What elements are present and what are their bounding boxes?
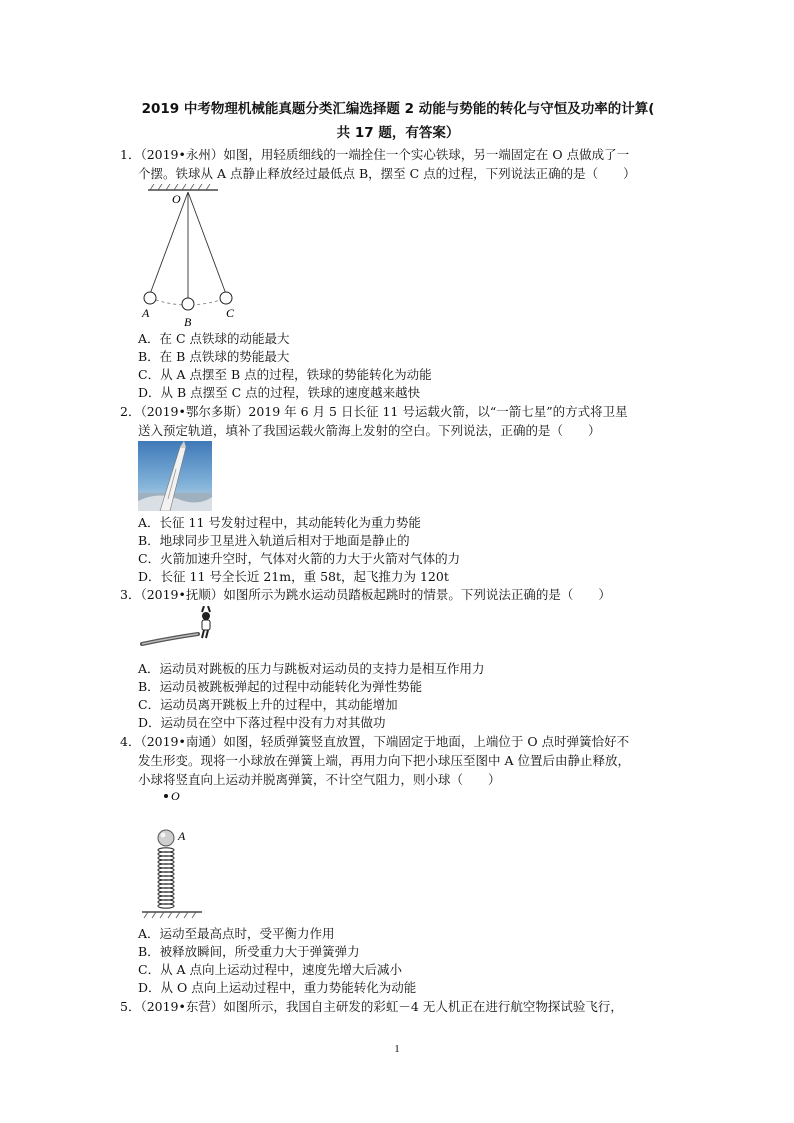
q3-option-b: B．运动员被跳板弹起的过程中动能转化为弹性势能 bbox=[138, 679, 423, 694]
q1-option-c: C．从 A 点摆至 B 点的过程，铁球的势能转化为动能 bbox=[138, 367, 432, 382]
string-a bbox=[150, 192, 188, 294]
q4-option-c: C．从 A 点向上运动过程中，速度先增大后减小 bbox=[138, 962, 403, 977]
q2-option-a: A．长征 11 号发射过程中，其动能转化为重力势能 bbox=[138, 515, 421, 530]
q1-option-b: B．在 B 点铁球的势能最大 bbox=[138, 349, 290, 364]
q2-stem-line2: 送入预定轨道，填补了我国运载火箭海上发射的空白。下列说法，正确的是（ ） bbox=[138, 423, 601, 438]
coil-spring bbox=[158, 848, 174, 908]
diving-board-figure bbox=[140, 606, 222, 658]
q4-option-b: B．被释放瞬间，所受重力大于弹簧弹力 bbox=[138, 944, 360, 959]
page-number: 1 bbox=[394, 1043, 400, 1055]
q4-stem-line3: 小球将竖直向上运动并脱离弹簧，不计空气阻力，则小球（ ） bbox=[138, 772, 501, 787]
q2-option-c: C．火箭加速升空时，气体对火箭的力大于火箭对气体的力 bbox=[138, 551, 461, 566]
q3-option-a: A．运动员对跳板的压力与跳板对运动员的支持力是相互作用力 bbox=[138, 661, 485, 676]
ball-a bbox=[144, 292, 156, 304]
q4-option-d: D．从 O 点向上运动过程中，重力势能转化为动能 bbox=[138, 980, 417, 995]
document-title-line1: 2019 中考物理机械能真题分类汇编选择题 2 动能与势能的转化与守恒及功率的计算( bbox=[141, 101, 655, 117]
q4-stem-line2: 发生形变。现将一小球放在弹簧上端，再用力向下把小球压至图中 A 位置后由静止释放， bbox=[138, 753, 630, 768]
ceiling-hatching bbox=[148, 184, 218, 190]
q3-stem-line1: 3．（2019•抚顺）如图所示为跳水运动员踏板起跳时的情景。下列说法正确的是（ ） bbox=[120, 587, 611, 602]
q4-option-a: A．运动至最高点时，受平衡力作用 bbox=[138, 926, 335, 941]
q1-stem-line2: 个摆。铁球从 A 点静止释放经过最低点 B，摆至 C 点的过程，下列说法正确的是（ ） bbox=[138, 166, 636, 181]
q2-option-d: D．长征 11 号全长近 21m，重 58t，起飞推力为 120t bbox=[138, 569, 449, 584]
document-title-line2: 共 17 题，有答案） bbox=[336, 125, 460, 141]
q1-stem-line1: 1．（2019•永州）如图，用轻质细线的一端拴住一个实心铁球，另一端固定在 O 点做成了一 bbox=[120, 147, 630, 162]
spring-figure bbox=[140, 788, 220, 922]
q1-option-d: D．从 B 点摆至 C 点的过程，铁球的速度越来越快 bbox=[138, 385, 421, 400]
q3-option-d: D．运动员在空中下落过程中没有力对其做功 bbox=[138, 715, 386, 730]
ball-c bbox=[220, 292, 232, 304]
q2-stem-line1: 2．（2019•鄂尔多斯）2019 年 6 月 5 日长征 11 号运载火箭，以“一箭七星”的方式将卫星 bbox=[120, 404, 628, 419]
point-label-b: B bbox=[184, 315, 192, 329]
pendulum-figure bbox=[138, 184, 248, 330]
q2-option-b: B．地球同步卫星进入轨道后相对于地面是静止的 bbox=[138, 533, 410, 548]
point-o-dot bbox=[164, 794, 168, 798]
point-label-c: C bbox=[226, 306, 235, 320]
diver-silhouette bbox=[202, 606, 210, 638]
q1-option-a: A．在 C 点铁球的动能最大 bbox=[138, 331, 290, 346]
q5-stem-line1: 5．（2019•东营）如图所示，我国自主研发的彩虹－4 无人机正在进行航空物探试验飞行， bbox=[120, 999, 623, 1014]
q3-option-c: C．运动员离开跳板上升的过程中，其动能增加 bbox=[138, 697, 398, 712]
ball-b bbox=[182, 298, 194, 310]
point-label-a: A bbox=[142, 306, 150, 320]
rocket-photo bbox=[138, 441, 212, 511]
ball bbox=[158, 830, 174, 846]
pivot-label-o: O bbox=[172, 192, 181, 206]
string-c bbox=[188, 192, 226, 294]
q4-stem-line1: 4．（2019•南通）如图，轻质弹簧竖直放置，下端固定于地面，上端位于 O 点时弹簧恰好不 bbox=[120, 734, 630, 749]
point-label-o: O bbox=[171, 789, 180, 803]
point-label-a: A bbox=[178, 829, 186, 843]
ground-hatching bbox=[142, 912, 202, 918]
